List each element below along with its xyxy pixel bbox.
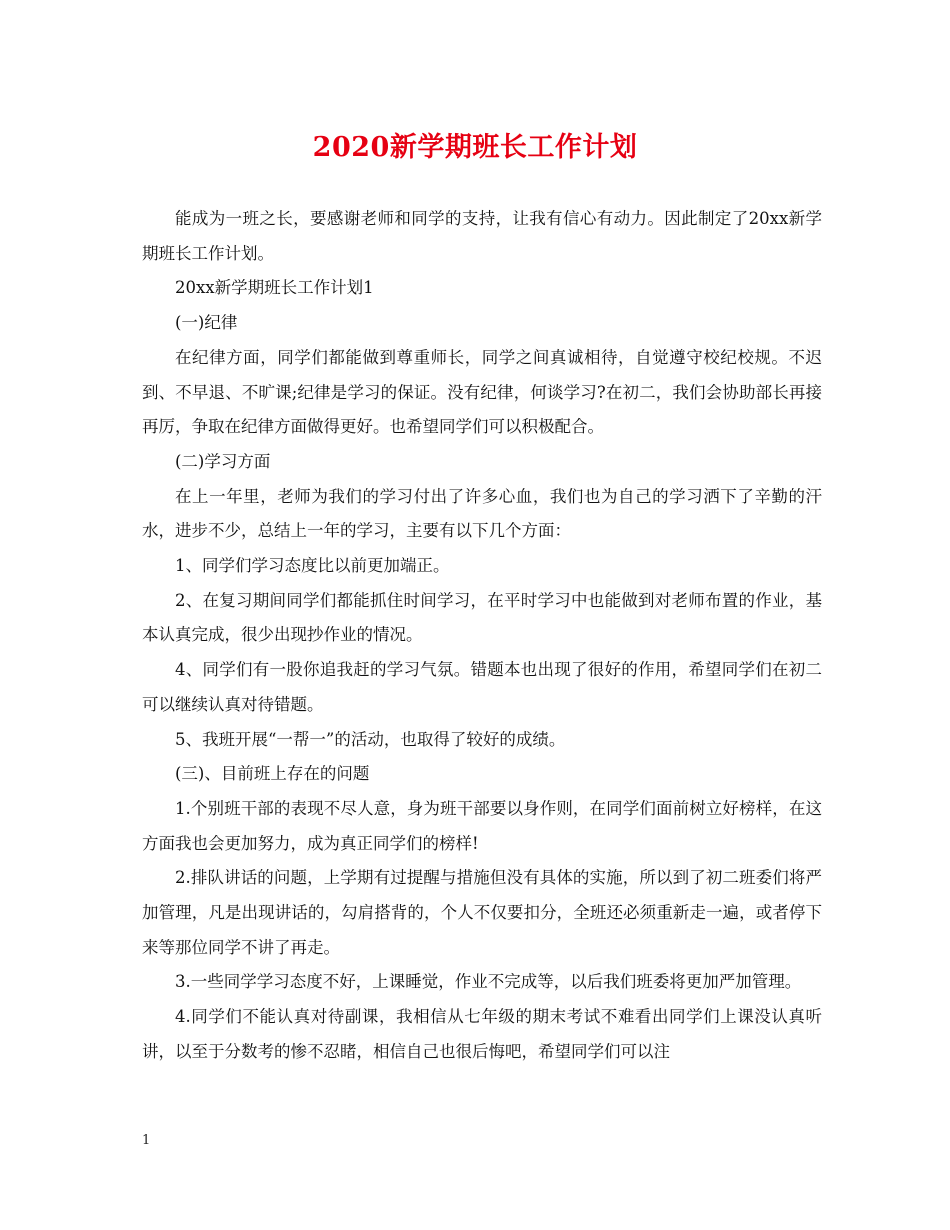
problem-item-3: 3.一些同学学习态度不好，上课睡觉，作业不完成等，以后我们班委将更加严加管理。: [175, 972, 802, 992]
plan-heading: 20xx新学期班长工作计划1: [175, 278, 374, 298]
document-body: [142, 202, 822, 1070]
study-item-5: 5、我班开展“一帮一”的活动，也取得了较好的成绩。: [175, 729, 566, 749]
intro-paragraph: 能成为一班之长，要感谢老师和同学的支持，让我有信心有动力。因此制定了20xx新学期班长工作计划。: [142, 209, 822, 263]
section-heading-study: (二)学习方面: [175, 451, 271, 471]
study-item-2: 2、在复习期间同学们都能抓住时间学习，在平时学习中也能做到对老师布置的作业，基本认真完成，很少出现抄作业的情况。: [142, 590, 822, 645]
section-heading-discipline: (一)纪律: [175, 313, 238, 333]
problem-item-4: 4.同学们不能认真对待副课，我相信从七年级的期末考试不难看出同学们上课没认真听讲，以至于分数考的惨不忍睹，相信自己也很后悔吧，希望同学们可以注: [142, 1007, 822, 1061]
study-item-4: 4、同学们有一股你追我赶的学习气氛。错题本也出现了很好的作用，希望同学们在初二可以继续认真对待错题。: [142, 660, 822, 714]
problem-item-2: 2.排队讲话的问题，上学期有过提醒与措施但没有具体的实施，所以到了初二班委们将严加管理，凡是出现讲话的，勾肩搭背的，个人不仅要扣分，全班还必须重新走一遍，或者停下来等那位同学不讲了再走。: [142, 868, 822, 957]
page-number: 1: [142, 1133, 151, 1148]
section-heading-problems: (三)、目前班上存在的问题: [175, 764, 370, 784]
discipline-paragraph: 在纪律方面，同学们都能做到尊重师长，同学之间真诚相待，自觉遵守校纪校规。不迟到、不早退、不旷课;纪律是学习的保证。没有纪律，何谈学习?在初二，我们会协助部长再接再厉，争取在纪律方面做得更好。也希望同学们可以积极配合。: [142, 347, 822, 437]
problem-item-1: 1.个别班干部的表现不尽人意，身为班干部要以身作则，在同学们面前树立好榜样，在这方面我也会更加努力，成为真正同学们的榜样!: [142, 798, 822, 853]
page-title: 2020新学期班长工作计划: [312, 132, 638, 163]
study-item-1: 1、同学们学习态度比以前更加端正。: [175, 556, 450, 576]
study-paragraph: 在上一年里，老师为我们的学习付出了许多心血，我们也为自己的学习洒下了辛勤的汗水，进步不少，总结上一年的学习，主要有以下几个方面：: [142, 486, 822, 541]
